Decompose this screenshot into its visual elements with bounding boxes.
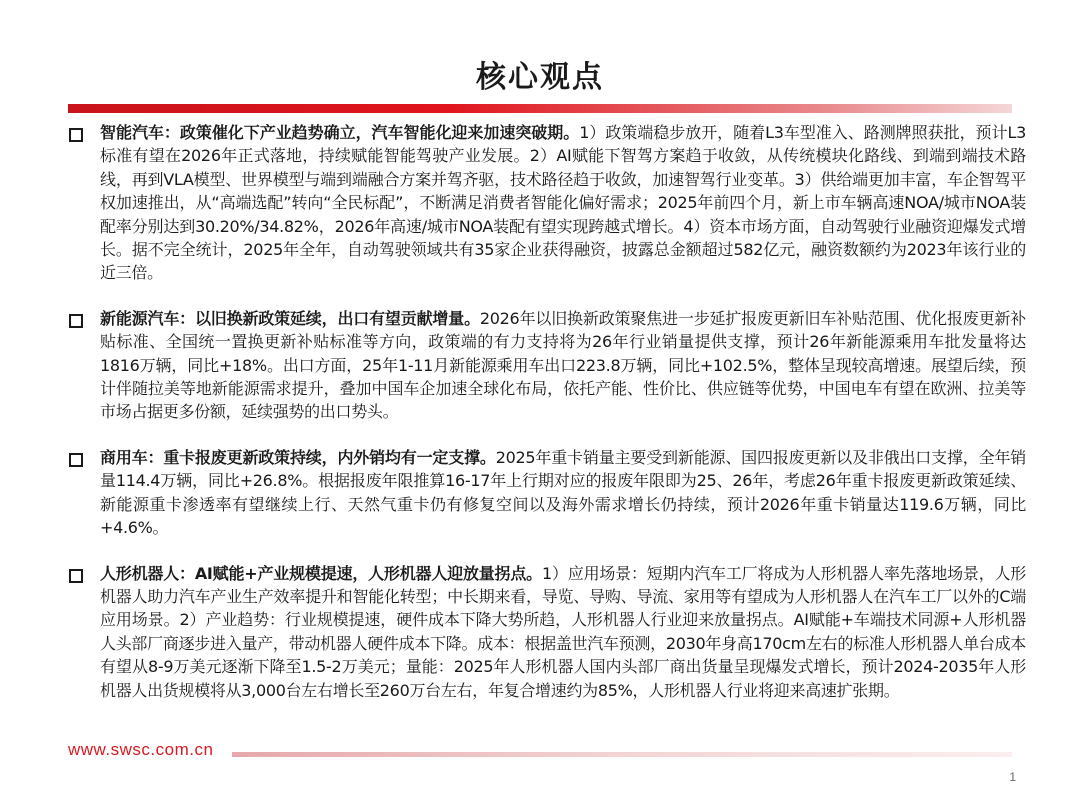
- content-area: [66, 121, 1026, 724]
- section-body: 2026年以旧换新政策聚焦进一步延扩报废更新旧车补贴范围、优化报废更新补贴标准、全国统一置换更新补贴标准等方向，政策端的有力支持将为26年行业销量提供支撑，预计26年新能源乘用车批发量将达1816万辆，同比+18%。出口方面，25年1-11月新能源乘用车出口223.8万辆，同比+102.5%，整体呈现较高增速。展望后续，预计伴随拉美等地新能源需求提升，叠加中国车企加速全球化布局，依托产能、性价比、供应链等优势，中国电车有望在欧洲、拉美等市场占据更多份额，延续强势的出口势头。: [100, 308, 1026, 422]
- section-body: 2025年重卡销量主要受到新能源、国四报废更新以及非俄出口支撑，全年销量114.4万辆，同比+26.8%。根据报废年限推算16-17年上行期对应的报废年限即为25、26年，考虑26年重卡报废更新政策延续、新能源重卡渗透率有望继续上行、天然气重卡仍有修复空间以及海外需求增长仍持续，预计2026年重卡销量达119.6万辆，同比+4.6%。: [100, 447, 1026, 538]
- page-title: 核心观点: [476, 60, 604, 95]
- section-paragraph: [100, 307, 1026, 424]
- section-commercial-vehicles: [66, 446, 1026, 540]
- checkbox-bullet-icon: [69, 569, 83, 583]
- section-paragraph: [100, 121, 1026, 285]
- page-number: 1: [1009, 770, 1016, 784]
- checkbox-bullet-icon: [69, 314, 83, 328]
- footer-url[interactable]: www.swsc.com.cn: [68, 740, 214, 759]
- checkbox-bullet-icon: [69, 453, 83, 467]
- section-lead: 商用车：重卡报废更新政策持续，内外销均有一定支撑。: [100, 447, 496, 467]
- section-lead: 人形机器人：AI赋能+产业规模提速，人形机器人迎放量拐点。: [100, 563, 542, 583]
- title-divider: [68, 104, 1012, 113]
- section-smart-vehicles: [66, 121, 1026, 285]
- section-new-energy-vehicles: [66, 307, 1026, 424]
- section-humanoid-robots: [66, 562, 1026, 702]
- section-paragraph: [100, 446, 1026, 540]
- section-body: 1）政策端稳步放开，随着L3车型准入、路测牌照获批，预计L3标准有望在2026年正式落地，持续赋能智能驾驶产业发展。2）AI赋能下智驾方案趋于收敛，从传统模块化路线、到端到端技术路线，再到VLA模型、世界模型与端到端融合方案并驾齐驱，技术路径趋于收敛，加速智驾行业变革。3）供给端更加丰富，车企智驾平权加速推出，从“高端选配”转向“全民标配”，不断满足消费者智能化偏好需求；2025年前四个月，新上市车辆高速NOA/城市NOA装配率分别达到30.20%/34.82%，2026年高速/城市NOA装配有望实现跨越式增长。4）资本市场方面，自动驾驶行业融资迎爆发式增长。据不完全统计，2025年全年，自动驾驶领域共有35家企业获得融资，披露总金额超过582亿元，融资数额约为2023年该行业的近三倍。: [100, 123, 1026, 283]
- section-body: 1）应用场景：短期内汽车工厂将成为人形机器人率先落地场景，人形机器人助力汽车产业生产效率提升和智能化转型；中长期来看，导览、导购、导流、家用等有望成为人形机器人在汽车工厂以外的C端应用场景。2）产业趋势：行业规模提速，硬件成本下降大势所趋，人形机器人行业迎来放量拐点。AI赋能+车端技术同源+人形机器人头部厂商逐步进入量产，带动机器人硬件成本下降。成本：根据盖世汽车预测，2030年身高170cm左右的标准人形机器人单台成本有望从8-9万美元逐渐下降至1.5-2万美元；量能：2025年人形机器人国内头部厂商出货量呈现爆发式增长，预计2024-2035年人形机器人出货规模将从3,000台左右增长至260万台左右，年复合增速约为85%，人形机器人行业将迎来高速扩张期。: [100, 563, 1027, 700]
- section-paragraph: [100, 562, 1026, 702]
- footer-divider: [232, 752, 1012, 757]
- section-lead: 新能源汽车：以旧换新政策延续，出口有望贡献增量。: [100, 308, 480, 328]
- section-lead: 智能汽车：政策催化下产业趋势确立，汽车智能化迎来加速突破期。: [100, 123, 580, 142]
- checkbox-bullet-icon: [69, 128, 83, 142]
